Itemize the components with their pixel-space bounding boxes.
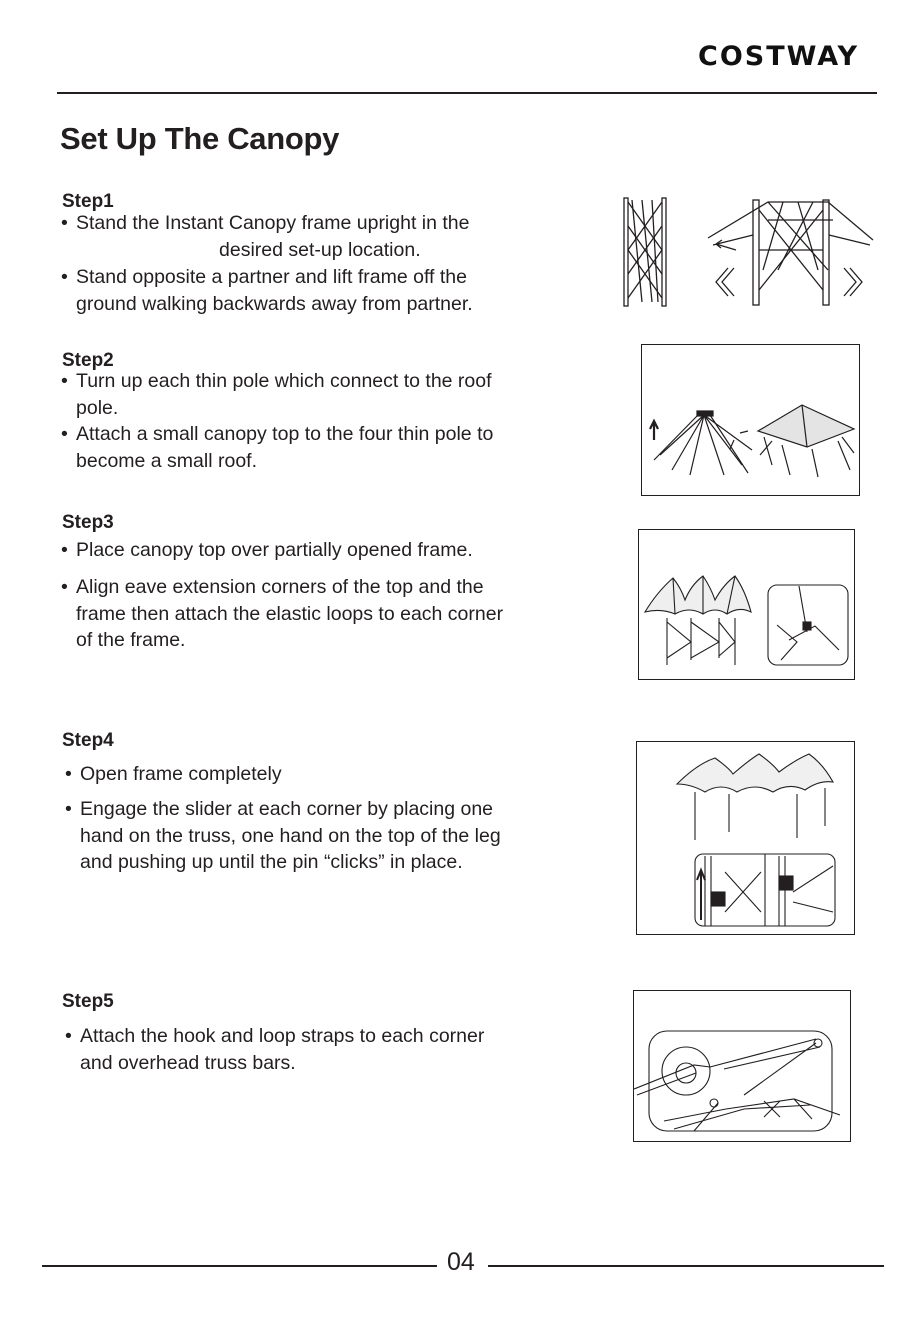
bullet-dot: • — [61, 576, 68, 598]
bullet-dot: • — [65, 1025, 72, 1047]
step3-bullet-1 — [61, 537, 473, 564]
step4-heading: Step4 — [62, 730, 114, 751]
step5-illustration — [633, 990, 851, 1142]
step2-bullet-2-line-2: become a small roof. — [76, 449, 257, 472]
footer-rule-left — [42, 1265, 437, 1267]
step4-bullet-1 — [65, 761, 282, 788]
step1-heading: Step1 — [62, 191, 114, 212]
bullet-dot: • — [61, 266, 68, 288]
bullet-dot: • — [61, 539, 68, 561]
step2-bullet-1 — [61, 368, 492, 421]
page-title: Set Up The Canopy — [60, 121, 340, 156]
step2-heading: Step2 — [62, 350, 114, 371]
bullet-dot: • — [61, 423, 68, 445]
step2-bullet-2 — [61, 421, 494, 474]
step1-bullet-2-line-1: Stand opposite a partner and lift frame off the — [76, 266, 467, 288]
step1-bullet-1-line-1: Stand the Instant Canopy frame upright in the — [76, 212, 470, 234]
step3-bullet-2-line-3: of the frame. — [76, 629, 186, 651]
bullet-dot: • — [65, 798, 72, 820]
step4-bullet-2-line-2: hand on the truss, one hand on the top of the leg — [80, 824, 501, 847]
step3-bullet-1-line-1: Place canopy top over partially opened frame. — [76, 539, 473, 561]
bullet-dot: • — [65, 763, 72, 785]
step4-bullet-2-line-3: and pushing up until the pin “clicks” in place. — [80, 851, 463, 873]
step2-bullet-2-line-1: Attach a small canopy top to the four thin pole to — [76, 423, 494, 445]
step5-heading: Step5 — [62, 991, 114, 1012]
step3-heading: Step3 — [62, 512, 114, 533]
step1-bullet-2-line-2: ground walking backwards away from partner. — [76, 292, 473, 315]
step1-illustration — [618, 190, 886, 315]
step4-bullet-1-line-1: Open frame completely — [80, 763, 282, 785]
step5-bullet-1-line-2: and overhead truss bars. — [80, 1051, 296, 1074]
bullet-dot: • — [61, 212, 68, 234]
step5-bullet-1-line-1: Attach the hook and loop straps to each corner — [80, 1025, 485, 1047]
step2-illustration — [641, 344, 860, 496]
step1-bullet-1 — [61, 210, 470, 263]
brand-logo: COSTWAY — [698, 41, 860, 72]
page-number: 04 — [447, 1248, 475, 1276]
step1-bullet-1-line-2: desired set-up location. — [219, 238, 421, 261]
header-rule — [57, 92, 877, 94]
step2-bullet-1-line-2: pole. — [76, 396, 119, 419]
step4-bullet-2-line-1: Engage the slider at each corner by placing one — [80, 798, 494, 820]
step1-bullet-2 — [61, 264, 473, 317]
step4-illustration — [636, 741, 855, 935]
step5-bullet-1 — [65, 1023, 485, 1076]
step4-bullet-2 — [65, 796, 501, 876]
step3-bullet-2-line-2: frame then attach the elastic loops to each corner — [76, 602, 504, 625]
step2-bullet-1-line-1: Turn up each thin pole which connect to the roof — [76, 370, 492, 392]
bullet-dot: • — [61, 370, 68, 392]
step3-bullet-2 — [61, 574, 504, 654]
step3-bullet-2-line-1: Align eave extension corners of the top and the — [76, 576, 484, 598]
step3-illustration — [638, 529, 855, 680]
footer-rule-right — [488, 1265, 884, 1267]
